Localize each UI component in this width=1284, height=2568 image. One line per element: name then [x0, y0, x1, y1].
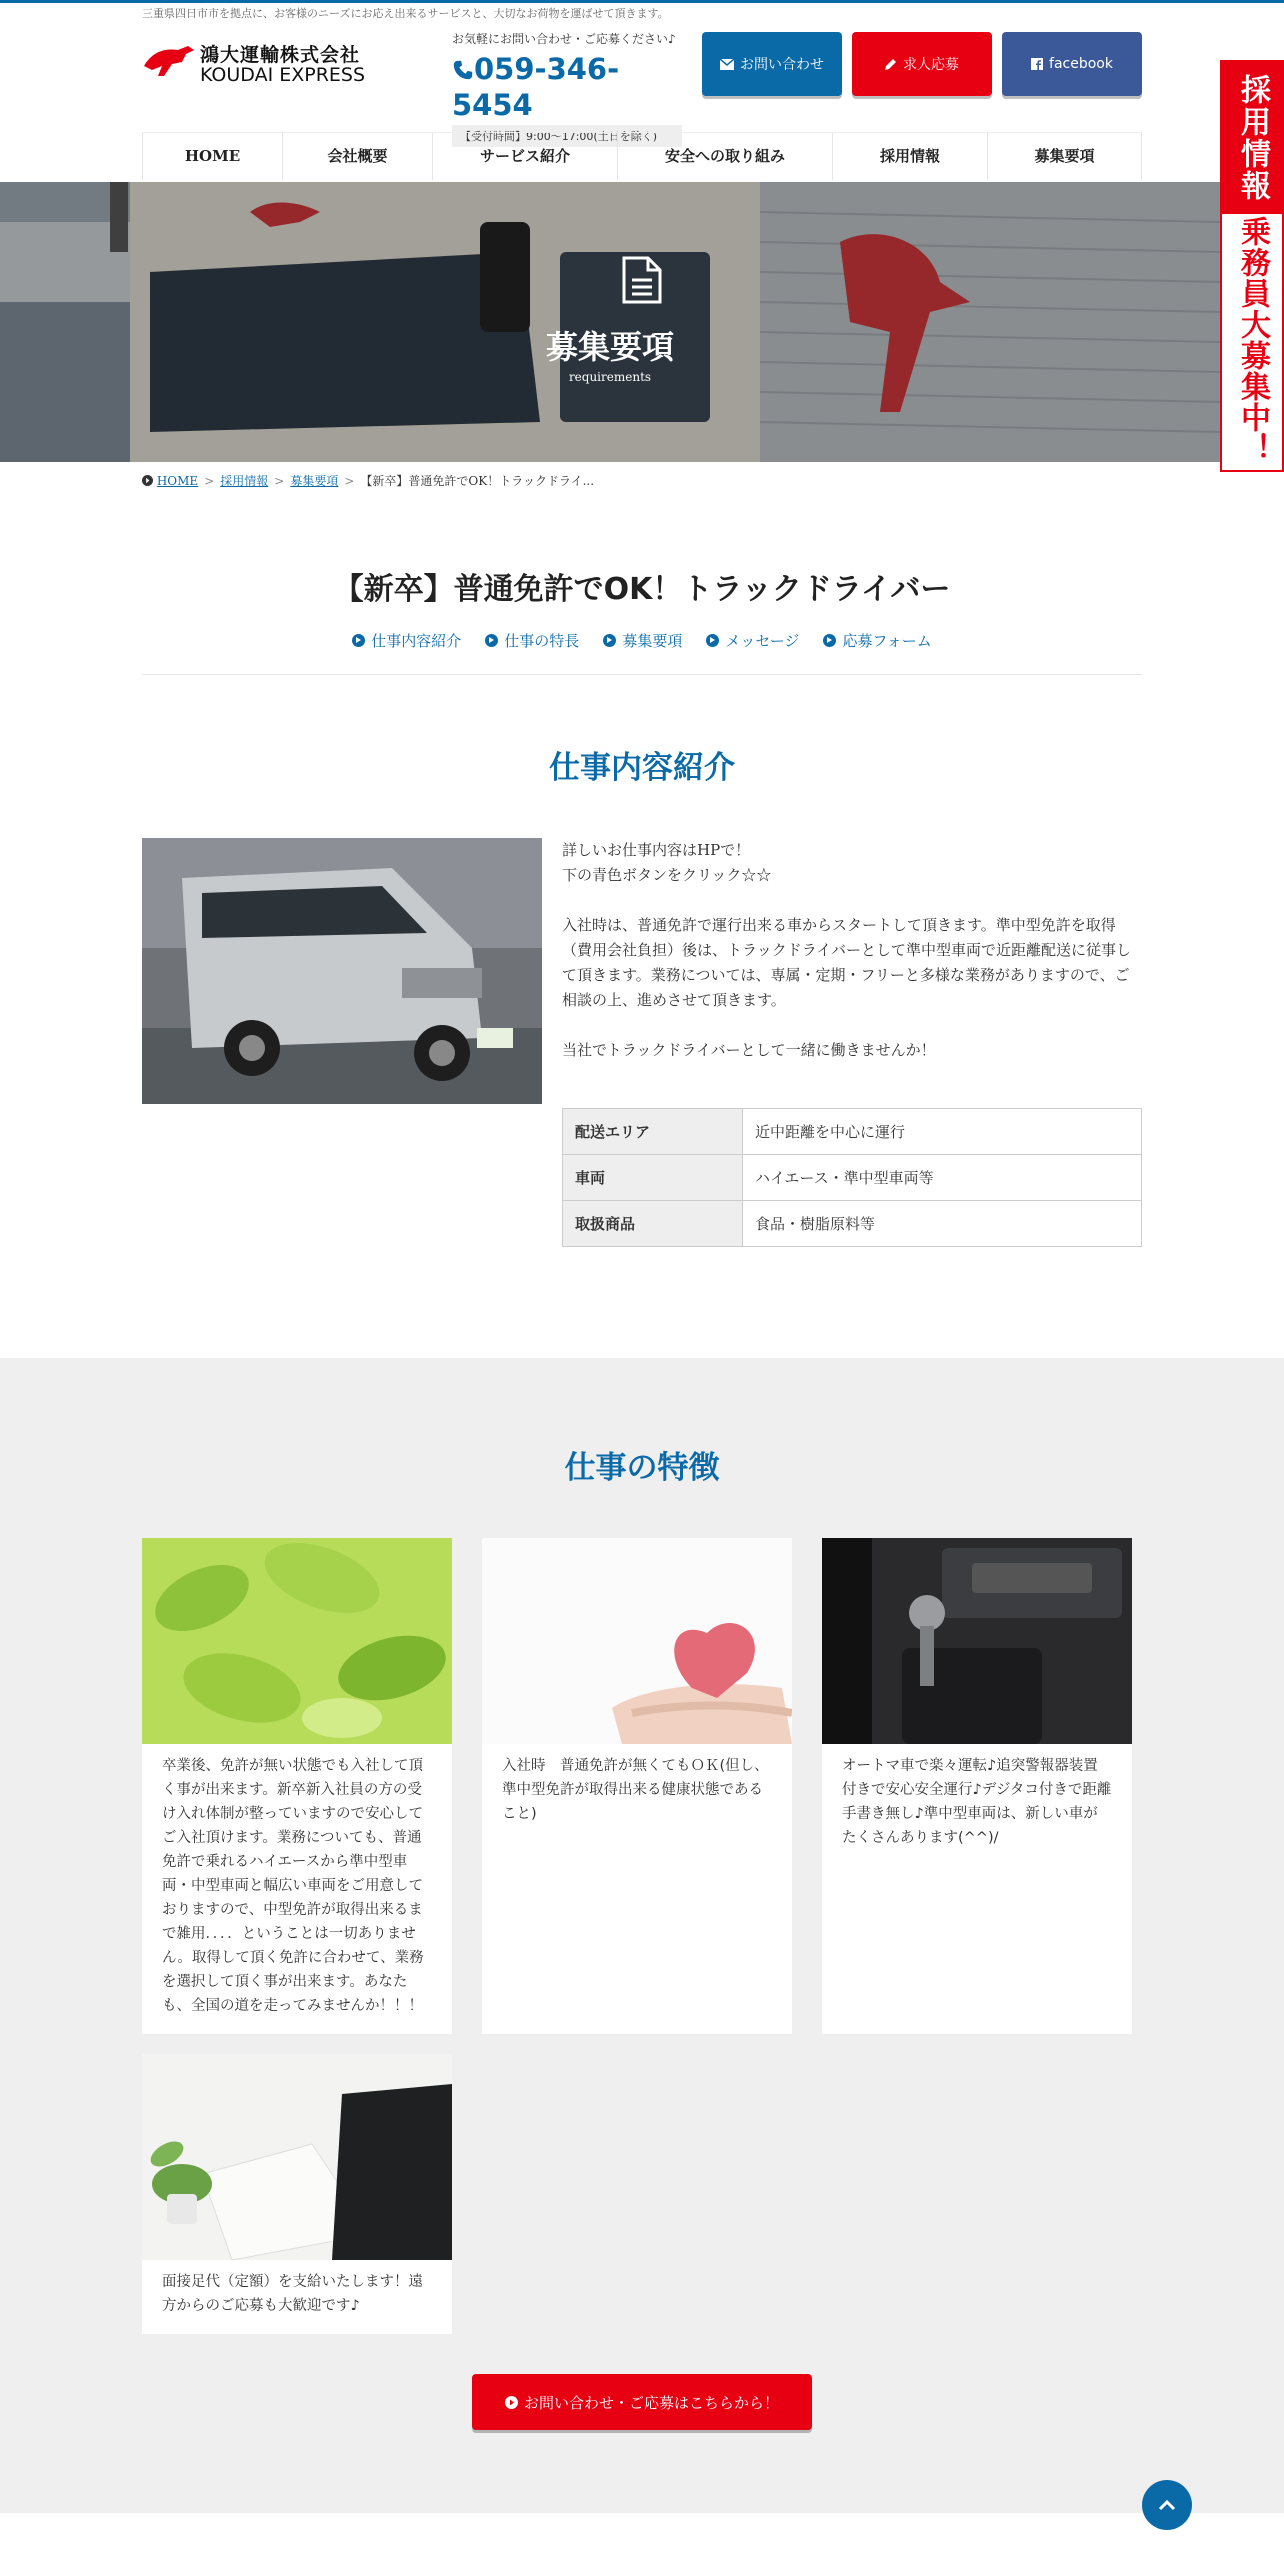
top-accent-line [0, 0, 1284, 3]
nav-home[interactable]: HOME [142, 133, 282, 180]
feature-card [142, 1538, 452, 2034]
hero-title: 募集要項 [545, 328, 674, 366]
van-photo [142, 838, 542, 1104]
contact-button-label: お問い合わせ [740, 57, 824, 73]
back-to-top-button[interactable] [1142, 2480, 1192, 2530]
red-horse-logo-icon [142, 42, 198, 82]
intro-paragraph-2: 入社時は、普通免許で運行出来る車からスタートして頂きます。準中型免許を取得（費用会社負担）後は、トラックドライバーとして準中型車両で近距離配送に従事して頂きます。業務については、専属・定期・フリーと多様な業務がありますので、ご相談の上、進めさせて頂きます。 [562, 916, 1131, 1009]
document-icon [620, 256, 664, 304]
phone-number[interactable] [452, 51, 682, 123]
job-intro-text [562, 838, 1142, 1088]
side-banner-bottom: 乗務員大募集中！ [1235, 216, 1270, 464]
business-hours: 【受付時間】9:00～17:00(土日を除く) [452, 125, 682, 147]
hero-subtitle: requirements [568, 370, 652, 384]
site-tagline: 三重県四日市市を拠点に、お客様のニーズにお応え出来るサービスと、大切なお荷物を運ばせて頂きます。 [142, 7, 669, 20]
intro-paragraph-3: 当社でトラックドライバーとして一緒に働きませんか！ [562, 1041, 936, 1059]
feature-text: 卒業後、免許が無い状態でも入社して頂く事が出来ます。新卒新入社員の方の受け入れ体制が整っていますので安心してご入社頂けます。業務についても、普通免許で乗れるハイエースから準中型車両・中型車両と幅広い車両をご用意しておりますので、中型免許が取得出来るまで雑用．．．．ということは一切ありません。取得して頂く免許に合わせて、業務を選択して頂く事が出来ます。あなたも、全国の道を走ってみませんか！！！ [162, 1758, 424, 2014]
side-banner-top: 採用情報 [1222, 62, 1282, 214]
spec-key: 取扱商品 [563, 1201, 743, 1247]
arrow-circle-icon [485, 634, 498, 647]
main-nav [142, 132, 1142, 180]
breadcrumb-home[interactable]: HOME [156, 474, 199, 488]
anchor-requirements[interactable] [603, 630, 682, 651]
arrow-circle-icon [706, 634, 719, 647]
job-spec-table [562, 1108, 1142, 1247]
facebook-button[interactable] [1002, 32, 1142, 96]
table-row [563, 1155, 1142, 1201]
phone-number-text: 059-346-5454 [452, 52, 620, 122]
recruit-side-banner[interactable] [1220, 60, 1284, 472]
company-name-jp: 鴻大運輸株式会社 [200, 44, 361, 66]
leaves-photo [142, 1538, 452, 1744]
section-title-features: 仕事の特徴 [564, 1450, 720, 1486]
anchor-form[interactable] [823, 630, 931, 651]
arrow-circle-icon [603, 634, 616, 647]
spec-key: 配送エリア [563, 1109, 743, 1155]
phone-icon [452, 59, 474, 81]
table-row [563, 1109, 1142, 1155]
facebook-button-label: facebook [1049, 56, 1113, 72]
nav-company[interactable]: 会社概要 [282, 133, 432, 180]
arrow-circle-icon [352, 634, 365, 647]
nav-services[interactable]: サービス紹介 [432, 133, 617, 180]
breadcrumb-recruit[interactable]: 採用情報 [220, 474, 269, 488]
intro-line-2: 下の青色ボタンをクリック☆☆ [562, 866, 772, 884]
envelope-icon [720, 59, 734, 70]
contact-apply-cta-button[interactable] [472, 2374, 812, 2430]
pencil-icon [885, 58, 897, 70]
company-name-en: KOUDAI EXPRESS [200, 64, 366, 86]
facebook-icon [1031, 58, 1043, 70]
anchor-label: 応募フォーム [842, 632, 932, 650]
spec-key: 車両 [563, 1155, 743, 1201]
spec-value: 食品・樹脂原料等 [743, 1201, 1142, 1247]
heart-hands-photo [482, 1538, 792, 1744]
briefcase-image [142, 2054, 452, 2260]
home-circle-icon [142, 475, 153, 486]
breadcrumb-requirements[interactable]: 募集要項 [290, 474, 339, 488]
anchor-features[interactable] [485, 630, 579, 651]
anchor-links [142, 630, 1142, 651]
page-title: 【新卒】普通免許でOK！トラックドライバー [333, 572, 951, 607]
feature-card [822, 1538, 1132, 2034]
nav-requirements[interactable]: 募集要項 [987, 133, 1142, 180]
anchor-job-intro[interactable] [352, 630, 461, 651]
leaves-image [142, 1538, 452, 1744]
header-contact [452, 30, 682, 147]
gear-shift-image [822, 1538, 1132, 1744]
nav-recruit[interactable]: 採用情報 [832, 133, 987, 180]
spec-value: 近中距離を中心に運行 [743, 1109, 1142, 1155]
anchor-label: 仕事内容紹介 [371, 632, 462, 650]
apply-button-label: 求人応募 [903, 57, 959, 73]
feature-text: 面接足代（定額）を支給いたします！遠方からのご応募も大歓迎です♪ [162, 2274, 423, 2314]
anchor-label: 募集要項 [622, 632, 683, 650]
nav-safety[interactable]: 安全への取り組み [617, 133, 832, 180]
cta-label: お問い合わせ・ご応募はこちらから！ [523, 2393, 779, 2412]
company-logo[interactable] [142, 40, 382, 88]
feature-text: 入社時 普通免許が無くてもＯＫ(但し、準中型免許が取得出来る健康状態であること) [502, 1758, 769, 1822]
intro-line-1: 詳しいお仕事内容はHPで！ [562, 841, 751, 859]
feature-text: オートマ車で楽々運転♪追突警報器装置付きで安心安全運行♪デジタコ付きで距離手書き無し♪準中型車両は、新しい車がたくさんあります(^^)/ [842, 1758, 1112, 1846]
breadcrumb: HOME > 採用情報 > 募集要項 > 【新卒】普通免許でOK！トラックドライ... [142, 472, 594, 489]
arrow-circle-icon [823, 634, 836, 647]
spec-value: ハイエース・準中型車両等 [743, 1155, 1142, 1201]
table-row [563, 1201, 1142, 1247]
van-image [142, 838, 542, 1104]
section-divider [142, 674, 1142, 675]
feature-card [142, 2054, 452, 2334]
bag-photo [142, 2054, 452, 2260]
contact-button[interactable] [702, 32, 842, 96]
feature-card [482, 1538, 792, 2034]
heart-hands-image [482, 1538, 792, 1744]
apply-button[interactable] [852, 32, 992, 96]
section-title-job-intro: 仕事内容紹介 [549, 750, 735, 786]
arrow-circle-icon [505, 2396, 518, 2409]
anchor-message[interactable] [706, 630, 799, 651]
gear-shift-photo [822, 1538, 1132, 1744]
contact-lead: お気軽にお問い合わせ・ご応募ください♪ [452, 32, 676, 46]
anchor-label: メッセージ [725, 632, 800, 650]
chevron-up-icon [1158, 2499, 1176, 2511]
anchor-label: 仕事の特長 [504, 632, 580, 650]
breadcrumb-current: 【新卒】普通免許でOK！トラックドライ... [360, 474, 595, 488]
